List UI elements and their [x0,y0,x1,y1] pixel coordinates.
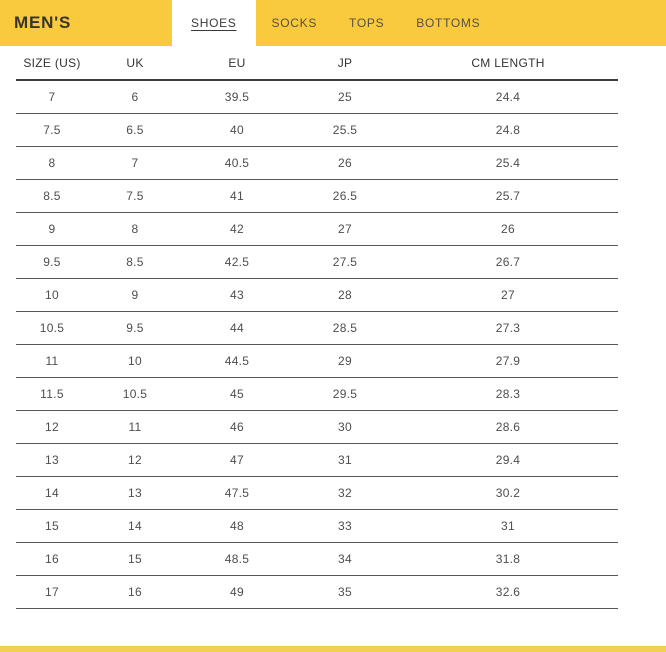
table-cell: 25.7 [398,179,618,212]
table-cell: 13 [88,476,182,509]
table-cell: 47 [182,443,292,476]
table-cell: 45 [182,377,292,410]
table-cell: 40 [182,113,292,146]
table-row [16,113,618,146]
table-cell: 15 [88,542,182,575]
table-cell: 47.5 [182,476,292,509]
table-cell: 6 [88,80,182,113]
tab-label: SHOES [191,16,237,30]
table-header-row [16,46,618,80]
table-cell: 35 [292,575,398,608]
table-cell: 11 [16,344,88,377]
table-cell: 9 [16,212,88,245]
table-row [16,443,618,476]
table-cell: 33 [292,509,398,542]
table-cell: 44 [182,311,292,344]
table-cell: 7.5 [88,179,182,212]
table-cell: 25 [292,80,398,113]
table-cell: 10.5 [88,377,182,410]
table-row [16,311,618,344]
table-cell: 27 [398,278,618,311]
table-cell: 12 [16,410,88,443]
table-cell: 10 [16,278,88,311]
table-cell: 24.4 [398,80,618,113]
table-row [16,476,618,509]
table-cell: 46 [182,410,292,443]
table-cell: 9 [88,278,182,311]
table-cell: 31.8 [398,542,618,575]
table-cell: 14 [16,476,88,509]
table-row [16,542,618,575]
table-cell: 48.5 [182,542,292,575]
table-cell: 30 [292,410,398,443]
table-cell: 43 [182,278,292,311]
table-cell: 30.2 [398,476,618,509]
table-cell: 25.4 [398,146,618,179]
column-header: SIZE (US) [16,46,88,80]
size-conversion-table [16,46,618,609]
page-title: MEN'S [14,13,72,32]
table-row [16,509,618,542]
table-cell: 34 [292,542,398,575]
table-cell: 25.5 [292,113,398,146]
table-cell: 12 [88,443,182,476]
table-cell: 29 [292,344,398,377]
table-cell: 27.3 [398,311,618,344]
column-header: EU [182,46,292,80]
bottom-accent-bar [0,646,666,652]
table-row [16,278,618,311]
table-cell: 10.5 [16,311,88,344]
table-cell: 48 [182,509,292,542]
table-cell: 7 [16,80,88,113]
table-cell: 39.5 [182,80,292,113]
table-header [16,46,618,80]
table-cell: 26 [292,146,398,179]
table-cell: 29.4 [398,443,618,476]
table-cell: 27.5 [292,245,398,278]
table-cell: 44.5 [182,344,292,377]
size-table-section [0,46,666,609]
table-cell: 40.5 [182,146,292,179]
table-cell: 26.7 [398,245,618,278]
column-header: JP [292,46,398,80]
tab-bottoms[interactable] [400,0,496,46]
table-row [16,212,618,245]
table-cell: 7 [88,146,182,179]
table-cell: 26.5 [292,179,398,212]
table-row [16,179,618,212]
table-cell: 8 [16,146,88,179]
table-cell: 8 [88,212,182,245]
table-row [16,377,618,410]
header-bar [0,0,666,46]
tab-socks[interactable] [256,0,334,46]
table-row [16,245,618,278]
table-cell: 31 [292,443,398,476]
table-cell: 8.5 [16,179,88,212]
table-cell: 24.8 [398,113,618,146]
table-cell: 9.5 [88,311,182,344]
table-cell: 16 [88,575,182,608]
tab-tops[interactable] [333,0,400,46]
tab-label: SOCKS [271,16,318,30]
table-cell: 11.5 [16,377,88,410]
column-header: UK [88,46,182,80]
table-cell: 32 [292,476,398,509]
table-cell: 28.3 [398,377,618,410]
table-cell: 28.5 [292,311,398,344]
table-cell: 41 [182,179,292,212]
table-cell: 28 [292,278,398,311]
table-cell: 29.5 [292,377,398,410]
column-header: CM LENGTH [398,46,618,80]
tab-bar [172,0,496,46]
table-cell: 17 [16,575,88,608]
table-cell: 26 [398,212,618,245]
table-cell: 32.6 [398,575,618,608]
table-cell: 13 [16,443,88,476]
table-cell: 49 [182,575,292,608]
table-cell: 9.5 [16,245,88,278]
tab-label: BOTTOMS [416,16,481,30]
tab-shoes[interactable] [172,0,256,46]
table-cell: 16 [16,542,88,575]
tab-label: TOPS [349,16,385,30]
table-row [16,344,618,377]
table-cell: 42 [182,212,292,245]
table-cell: 6.5 [88,113,182,146]
table-cell: 27 [292,212,398,245]
table-cell: 11 [88,410,182,443]
table-row [16,575,618,608]
table-cell: 31 [398,509,618,542]
table-cell: 7.5 [16,113,88,146]
table-row [16,410,618,443]
table-cell: 14 [88,509,182,542]
table-cell: 15 [16,509,88,542]
table-row [16,146,618,179]
table-cell: 10 [88,344,182,377]
table-cell: 8.5 [88,245,182,278]
table-cell: 28.6 [398,410,618,443]
table-cell: 42.5 [182,245,292,278]
table-row [16,80,618,113]
table-body [16,80,618,608]
table-cell: 27.9 [398,344,618,377]
